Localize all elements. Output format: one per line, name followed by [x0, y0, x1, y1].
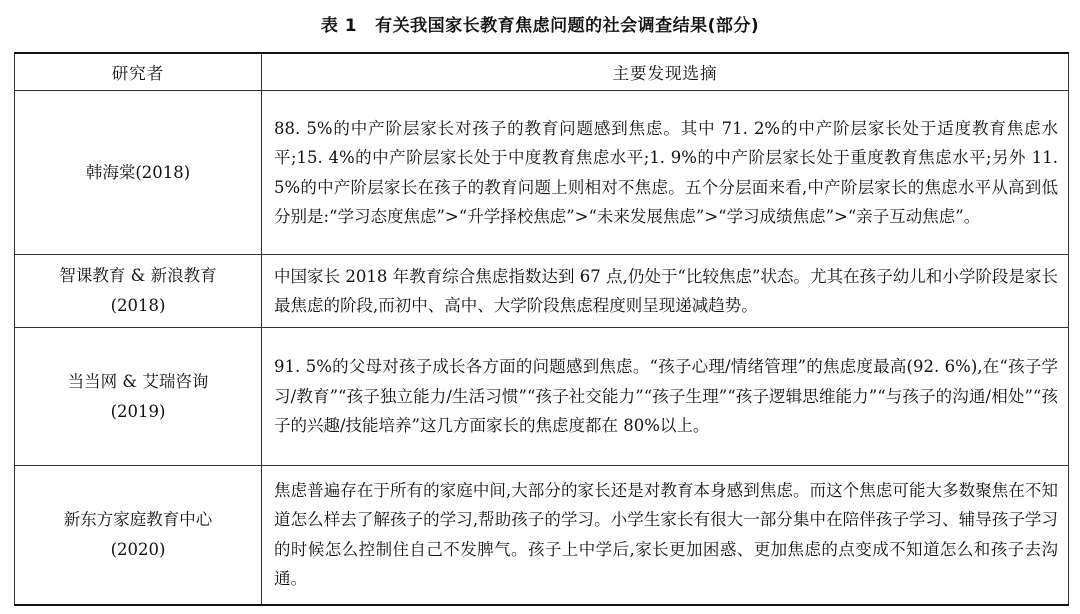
- column-header-researcher: 研究者: [15, 53, 262, 91]
- researcher-cell: [15, 466, 262, 605]
- findings-cell: 88. 5%的中产阶层家长对孩子的教育问题感到焦虑。其中 71. 2%的中产阶层家长处于适度教育焦虑水平;15. 4%的中产阶层家长处于中度教育焦虑水平;1. 9%的中产阶层家长处于重度教育焦虑水平;另外 11. 5%的中产阶层家长在孩子的教育问题上则相对不焦虑。五个分层面来看,中产阶层家长的焦虑水平从高到低分别是:“学习态度焦虑”>“升学择校焦虑”>“未来发展焦虑”>“学习成绩焦虑”>“亲子互动焦虑”。: [262, 91, 1069, 255]
- table-row: [15, 91, 1069, 255]
- researcher-year: (2020): [110, 539, 166, 559]
- researcher-name: 新东方家庭教育中心: [63, 509, 213, 529]
- researcher-cell: [15, 328, 262, 466]
- findings-cell: 焦虑普遍存在于所有的家庭中间,大部分的家长还是对教育本身感到焦虑。而这个焦虑可能大多数聚焦在不知道怎么样去了解孩子的学习,帮助孩子的学习。小学生家长有很大一部分集中在陪伴孩子学习、辅导孩子学习的时候怎么控制住自己不发脾气。孩子上中学后,家长更加困惑、更加焦虑的点变成不知道怎么和孩子去沟通。: [262, 466, 1069, 605]
- table-row: [15, 466, 1069, 605]
- survey-results-table: [14, 52, 1069, 606]
- researcher-cell: [15, 91, 262, 255]
- table-header-row: [15, 53, 1069, 91]
- researcher-cell: [15, 255, 262, 328]
- researcher-name: 智课教育 & 新浪教育: [59, 266, 217, 285]
- table-number: 表 1: [320, 16, 358, 36]
- table-row: [15, 328, 1069, 466]
- researcher-name: 韩海棠(2018): [85, 162, 191, 182]
- table-caption: [0, 14, 1080, 38]
- table-title: 有关我国家长教育焦虑问题的社会调查结果(部分): [375, 16, 760, 36]
- column-header-findings: 主要发现选摘: [262, 53, 1069, 91]
- table-row: [15, 255, 1069, 328]
- researcher-year: (2018): [110, 296, 166, 315]
- findings-cell: 91. 5%的父母对孩子成长各方面的问题感到焦虑。“孩子心理/情绪管理”的焦虑度最高(92. 6%),在“孩子学习/教育”“孩子独立能力/生活习惯”“孩子社交能力”“孩子生理”“孩子逻辑思维能力”“与孩子的沟通/相处”“孩子的兴趣/技能培养”这几方面家长的焦虑度都在 80%以上。: [262, 328, 1069, 466]
- researcher-year: (2019): [110, 401, 166, 421]
- findings-cell: 中国家长 2018 年教育综合焦虑指数达到 67 点,仍处于“比较焦虑”状态。尤其在孩子幼儿和小学阶段是家长最焦虑的阶段,而初中、高中、大学阶段焦虑程度则呈现递减趋势。: [262, 255, 1069, 328]
- researcher-name: 当当网 & 艾瑞咨询: [67, 371, 209, 391]
